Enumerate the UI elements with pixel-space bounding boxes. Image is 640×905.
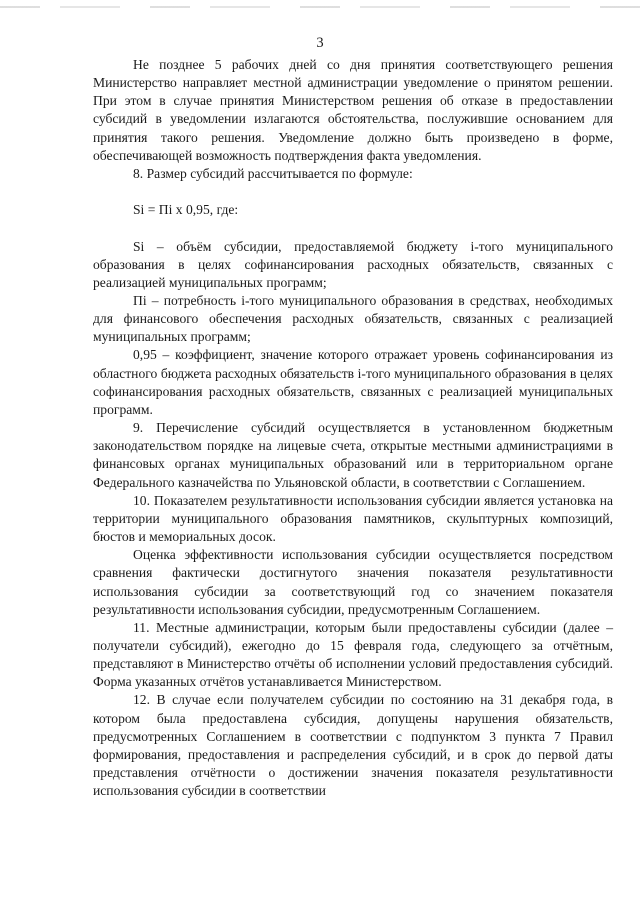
page-number: 3 xyxy=(316,35,324,51)
paragraph-item-9: 9. Перечисление субсидий осуществляется в установленном бюджетным законодательством порядке на лицевые счета, открытые местными администрациями в финансовых органах муниципальных образований или в территориальном органе Федерального казначейства по Ульяновской области, в соответствии с Соглашением. xyxy=(93,420,613,490)
blank-line xyxy=(93,219,613,237)
paragraph-evaluation: Оценка эффективности использования субсидии осуществляется посредством сравнения фактически достигнутого значения показателя результативности использования субсидии за соответствующий год со значением показателя результативности использования субсидии, предусмотренным Соглашением. xyxy=(93,547,613,617)
paragraph-item-11: 11. Местные администрации, которым были предоставлены субсидии (далее – получатели субсидий), ежегодно до 15 февраля года, следующего за отчётным, представляют в Министерство отчёты об исполнении условий предоставления субсидий. Форма указанных отчётов устанавливается Министерством. xyxy=(93,619,613,690)
definition-pi: Пi – потребность i-того муниципального образования в средствах, необходимых для финансового обеспечения расходных обязательств, связанных с реализацией муниципальных программ; xyxy=(93,293,613,345)
subsidy-formula: Si = Пi x 0,95, где: xyxy=(133,202,239,218)
paragraph-item-10: 10. Показателем результативности использования субсидии является установка на территории муниципального образования памятников, скульптурных композиций, бюстов и мемориальных досок. xyxy=(93,492,613,545)
paragraph-item-12: 12. В случае если получателем субсидии по состоянию на 31 декабря года, в котором была предоставлена субсидия, допущены нарушения обязательств, предусмотренных Соглашением в соответствии с подпунктом 3 пункта 7 Правил формирования, предоставления и распределения субсидий, и в срок до первой даты представления отчётности о достижении значения показателя результативности использования субсидии в соответствии xyxy=(93,692,613,799)
document-body xyxy=(93,56,613,800)
scan-edge-artifact xyxy=(0,6,640,8)
paragraph-notification: Не позднее 5 рабочих дней со дня принятия соответствующего решения Министерство направляет местной администрации уведомление о принятом решении. При этом в случае принятия Министерством решения об отказе в предоставлении субсидий в уведомлении излагаются обстоятельства, послужившие основанием для принятия такого решения. Уведомление должно быть произведено в форме, обеспечивающей возможность подтверждения факта уведомления. xyxy=(93,57,613,163)
paragraph-item-8: 8. Размер субсидий рассчитывается по формуле: xyxy=(133,165,413,181)
blank-line xyxy=(93,183,613,201)
definition-si: Si – объём субсидии, предоставляемой бюджету i-того муниципального образования в целях софинансирования расходных обязательств, связанных с реализацией муниципальных программ; xyxy=(93,238,613,290)
definition-coefficient: 0,95 – коэффициент, значение которого отражает уровень софинансирования из областного бюджета расходных обязательств i-того муниципального образования в целях софинансирования расходных обязательств, связанных с реализацией муниципальных программ. xyxy=(93,347,613,417)
